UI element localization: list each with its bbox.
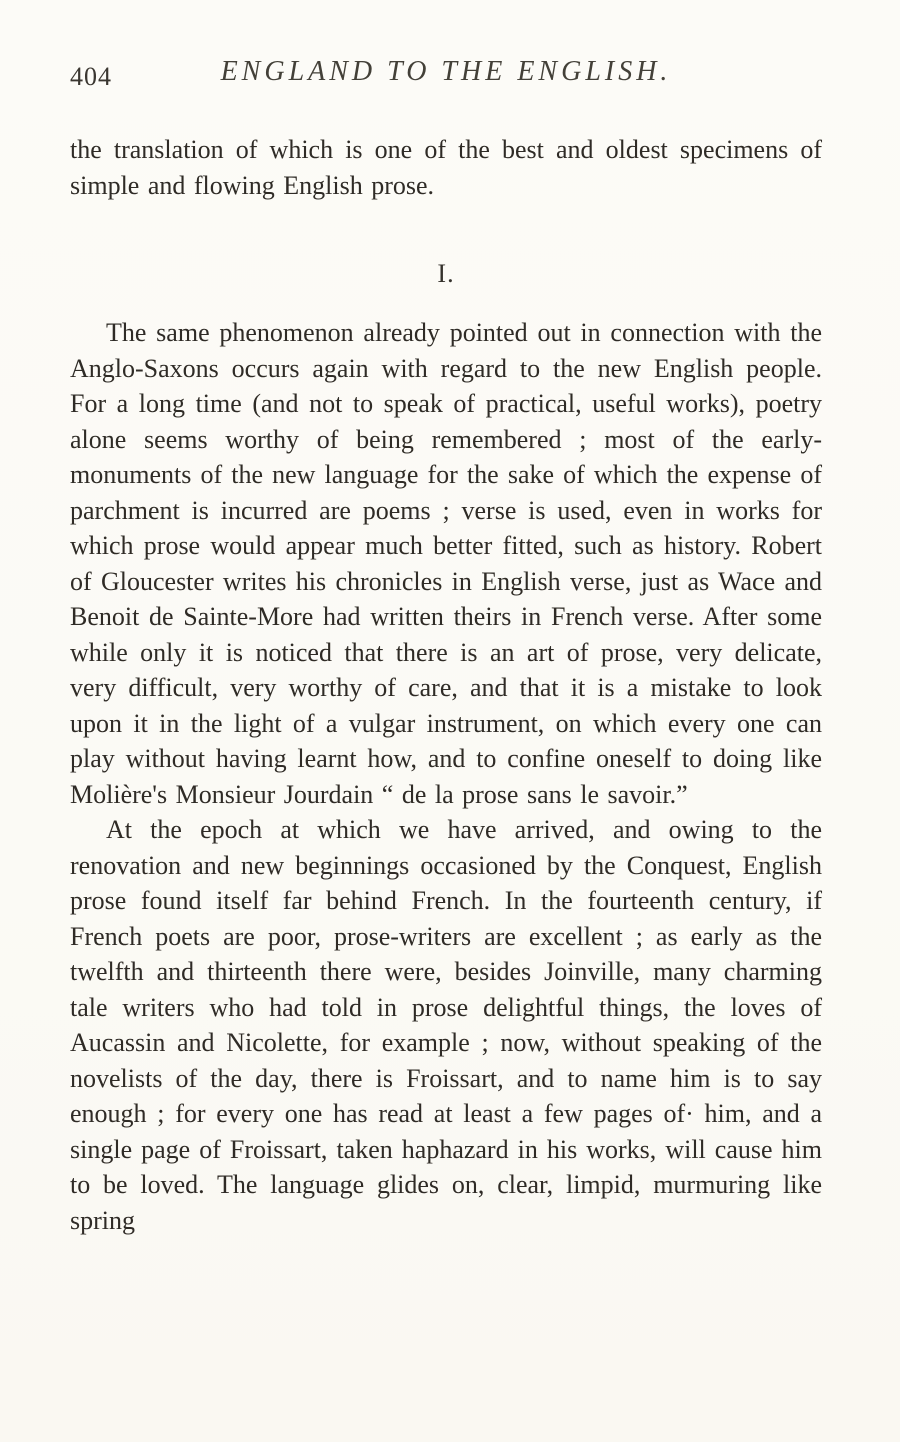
page-header: [70, 56, 822, 98]
paragraph: The same phenomenon already pointed out in connection with the Anglo-Saxons occurs again with regard to the new English people. For a long time (and not to speak of practical, useful works), poetry alone seems worthy of being remembered ; most of the early- monuments of the new language for the sake of which the expense of parchment is incurred are poems ; verse is used, even in works for which prose would appear much better fitted, such as history. Robert of Gloucester writes his chronicles in English verse, just as Wace and Benoit de Sainte-More had written theirs in French verse. After some while only it is noticed that there is an art of prose, very delicate, very difficult, very worthy of care, and that it is a mistake to look upon it in the light of a vulgar instrument, on which every one can play without having learnt how, and to confine oneself to doing like Molière's Monsieur Jourdain “ de la prose sans le savoir.”: [70, 318, 822, 809]
paragraph: At the epoch at which we have arrived, and owing to the renovation and new beginnings occasioned by the Conquest, English prose found itself far behind French. In the fourteenth century, if French poets are poor, prose-writers are excellent ; as early as the twelfth and thirteenth there were, besides Joinville, many charming tale writers who had told in prose delightful things, the loves of Aucassin and Nicolette, for example ; now, without speaking of the novelists of the day, there is Froissart, and to name him is to say enough ; for every one has read at least a few pages of· him, and a single page of Froissart, taken haphazard in his works, will cause him to be loved. The language glides on, clear, limpid, murmuring like spring: [70, 815, 822, 1235]
section-heading: I.: [437, 259, 455, 288]
paragraph-continuation: the translation of which is one of the best and oldest specimens of simple and flowing English prose.: [70, 135, 822, 200]
running-title: ENGLAND TO THE ENGLISH.: [220, 56, 672, 87]
page-number: 404: [70, 62, 112, 91]
